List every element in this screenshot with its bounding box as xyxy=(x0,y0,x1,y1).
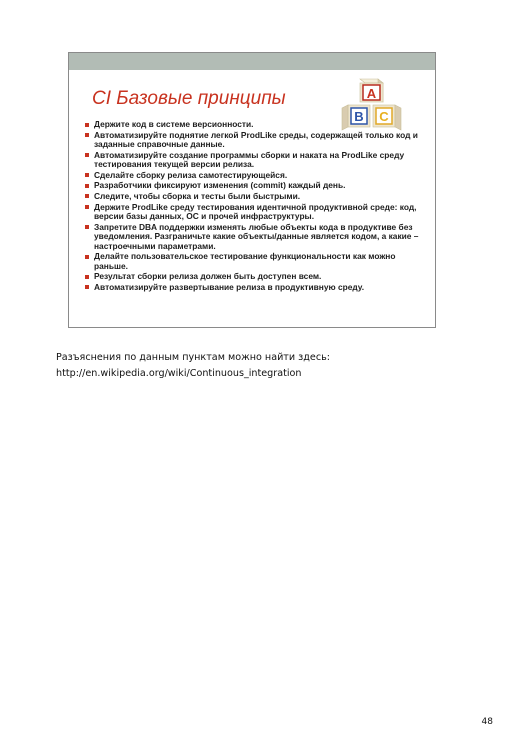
bullet-item: Запретите DBA поддержки изменять любые объекты кода в продуктиве без уведомления. Разграничьте какие объекты/данные является кодом, а какие – настроечными параметрами. xyxy=(85,223,425,252)
block-b-letter: B xyxy=(354,109,364,124)
bullet-item: Результат сборки релиза должен быть доступен всем. xyxy=(85,272,425,282)
bullet-item: Держите ProdLike среду тестирования идентичной продуктивной среде: код, версии базы данных, ОС и прочей инфраструктуры. xyxy=(85,203,425,222)
bullet-item: Автоматизируйте поднятие легкой ProdLike среды, содержащей только код и заданные справочные данные. xyxy=(85,131,425,150)
bullet-marker xyxy=(85,173,89,177)
bullet-list xyxy=(85,120,425,294)
notes-link[interactable]: http://en.wikipedia.org/wiki/Continuous_integration xyxy=(56,368,302,379)
bullet-marker xyxy=(85,184,89,188)
block-a-letter: A xyxy=(366,86,377,101)
slide-thumbnail xyxy=(68,52,436,328)
block-c-letter: C xyxy=(379,109,389,124)
bullet-marker xyxy=(85,225,89,229)
block-a xyxy=(360,79,383,102)
bullet-item: Автоматизируйте развертывание релиза в продуктивную среду. xyxy=(85,283,425,293)
speaker-notes xyxy=(56,350,330,382)
notes-line-explanation: Разъяснения по данным пунктам можно найти здесь: xyxy=(56,352,330,363)
bullet-item: Следите, чтобы сборка и тесты были быстрыми. xyxy=(85,192,425,202)
slide-title: CI Базовые принципы xyxy=(92,88,286,109)
bullet-marker xyxy=(85,285,89,289)
slide-header-band xyxy=(69,53,435,70)
bullet-marker xyxy=(85,255,89,259)
bullet-marker xyxy=(85,123,89,127)
bullet-marker xyxy=(85,275,89,279)
bullet-marker xyxy=(85,205,89,209)
bullet-item: Разработчики фиксируют изменения (commit) каждый день. xyxy=(85,181,425,191)
bullet-marker xyxy=(85,194,89,198)
bullet-marker xyxy=(85,153,89,157)
bullet-item: Делайте пользовательское тестирование функциональности как можно раньше. xyxy=(85,252,425,271)
bullet-item: Автоматизируйте создание программы сборки и наката на ProdLike среду тестирования текущей версии релиза. xyxy=(85,151,425,170)
bullet-item: Сделайте сборку релиза самотестирующейся. xyxy=(85,171,425,181)
bullet-item: Держите код в системе версионности. xyxy=(85,120,425,130)
page-number: 48 xyxy=(481,717,493,727)
bullet-marker xyxy=(85,133,89,137)
